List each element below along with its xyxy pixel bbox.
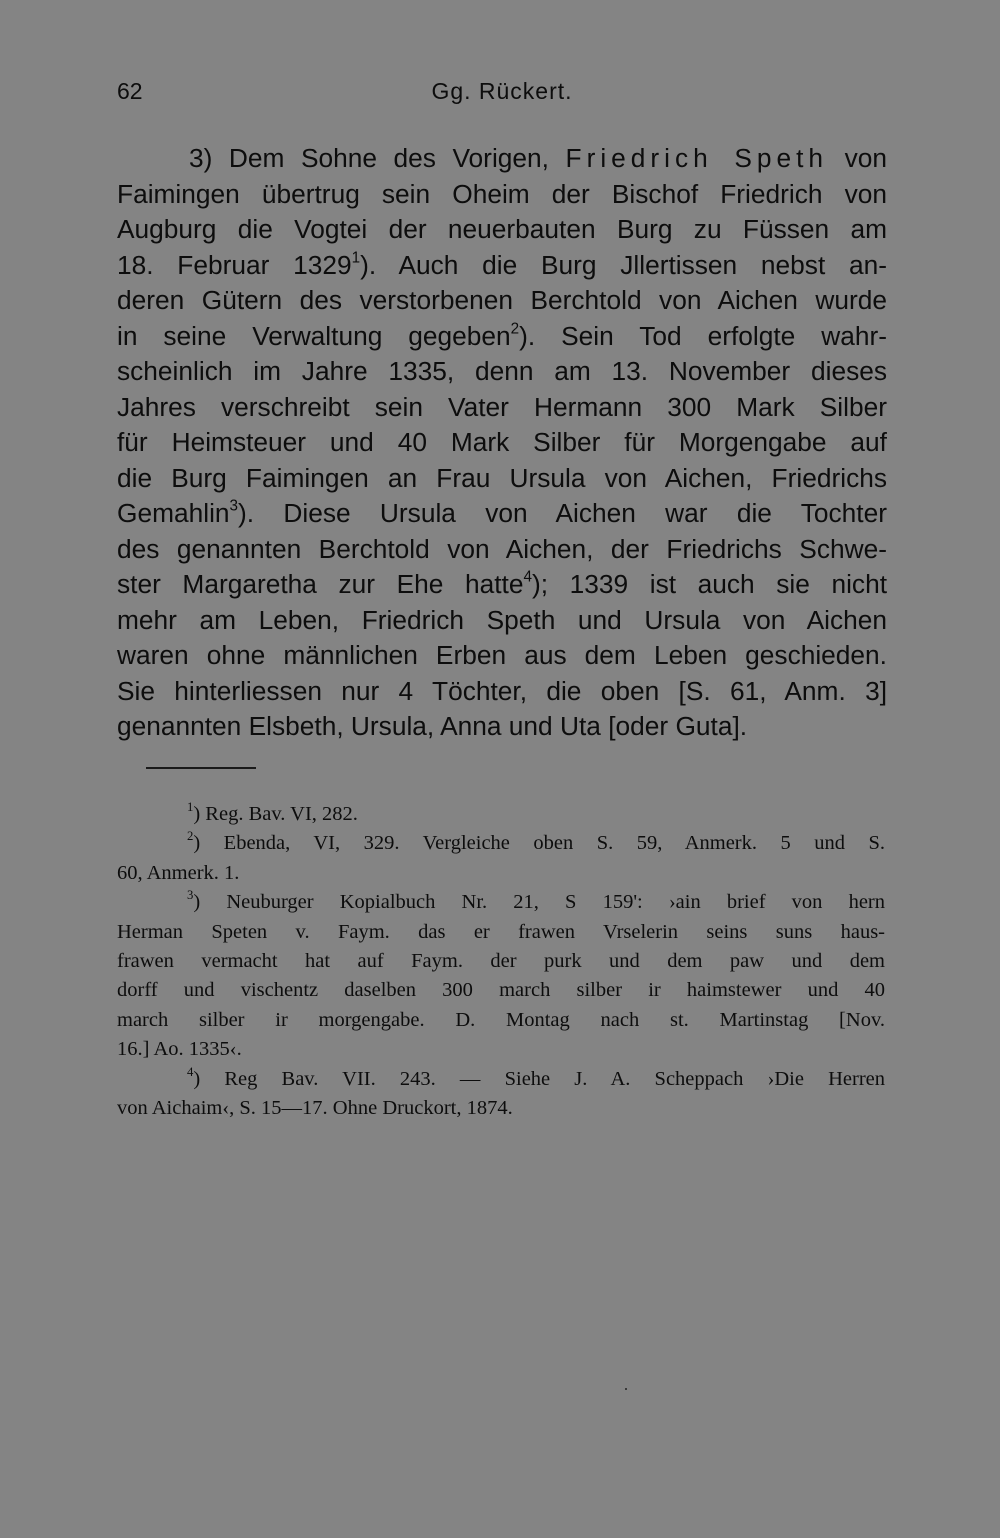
body-line: deren Gütern des verstorbenen Berchtold von Aichen wurde	[117, 285, 887, 315]
footnote-marker: 3	[187, 888, 194, 903]
body-line: ster Margaretha zur Ehe hatte$^4$); 1339 ist auch sie nicht	[117, 568, 887, 599]
body-line: in seine Verwaltung gegeben$^2$). Sein Tod erfolgte wahr-	[117, 320, 887, 351]
footnote-line: $^1$) Reg. Bav. VI, 282.	[187, 800, 358, 825]
paper-speck	[625, 1388, 627, 1390]
body-line: Jahres verschreibt sein Vater Hermann 300 Mark Silber	[117, 391, 887, 422]
footnote-marker: 2	[187, 829, 194, 844]
footnote-line: $^2$) Ebenda, VI, 329. Vergleiche oben S. 59, Anmerk. 5 und S.	[187, 829, 885, 855]
footnote-ref: 4	[523, 568, 532, 586]
body-line: mehr am Leben, Friedrich Speth und Ursula von Aichen	[117, 604, 887, 635]
body-line: genannten Elsbeth, Ursula, Anna und Uta [oder Guta].	[117, 711, 748, 741]
running-title: Gg. Rückert.	[431, 78, 573, 104]
body-line: für Heimsteuer und 40 Mark Silber für Morgengabe auf	[117, 427, 887, 457]
footnote-line: 60, Anmerk. 1.	[117, 861, 240, 884]
body-line: des genannten Berchtold von Aichen, der Friedrichs Schwe-	[117, 533, 887, 564]
footnote-divider	[146, 767, 256, 769]
footnote-line: frawen vermacht hat auf Faym. der purk und dem paw und dem	[117, 949, 885, 972]
footnote-line: $^3$) Neuburger Kopialbuch Nr. 21, S 159': ›ain brief von hern	[187, 888, 885, 914]
footnote-marker: 4	[187, 1064, 194, 1079]
footnote-marker: 1	[187, 800, 194, 815]
footnote-line: Herman Speten v. Faym. das er frawen Vrselerin seins suns haus-	[117, 920, 885, 943]
footnote-line: 16.] Ao. 1335‹.	[117, 1038, 242, 1061]
footnotes	[117, 800, 885, 1123]
body-line: 18. Februar 1329$^1$). Auch die Burg Jllertissen nebst an-	[117, 249, 887, 280]
footnote-ref: 1	[351, 249, 361, 267]
footnote-line: dorff und vischentz daselben 300 march silber ir haimstewer und 40	[117, 979, 885, 1002]
main-paragraph	[117, 141, 887, 745]
footnote-ref: 2	[510, 320, 520, 338]
body-line: waren ohne männlichen Erben aus dem Leben geschieden.	[117, 640, 887, 670]
body-line: scheinlich im Jahre 1335, denn am 13. November dieses	[117, 356, 887, 386]
footnote-line: $^4$) Reg Bav. VII. 243. — Siehe J. A. Scheppach ›Die Herren	[187, 1064, 885, 1090]
page-number: 62	[117, 78, 143, 104]
body-line: die Burg Faimingen an Frau Ursula von Aichen, Friedrichs	[117, 462, 887, 493]
page-header	[117, 78, 887, 112]
footnote-line: march silber ir morgengabe. D. Montag nach st. Martinstag [Nov.	[117, 1008, 885, 1031]
footnote-line: von Aichaim‹, S. 15—17. Ohne Druckort, 1874.	[117, 1096, 513, 1119]
footnote-ref: 3	[229, 497, 239, 515]
body-line: Sie hinterliessen nur 4 Töchter, die oben [S. 61, Anm. 3]	[117, 675, 887, 706]
body-line: 3) Dem Sohne des Vorigen, Friedrich Speth von	[189, 143, 887, 173]
body-line: Faimingen übertrug sein Oheim der Bischof Friedrich von	[117, 178, 887, 209]
emphasized-name: Friedrich Speth	[565, 143, 829, 173]
body-line: Augburg die Vogtei der neuerbauten Burg zu Füssen am	[117, 214, 887, 244]
body-line: Gemahlin$^3$). Diese Ursula von Aichen war die Tochter	[117, 497, 887, 528]
